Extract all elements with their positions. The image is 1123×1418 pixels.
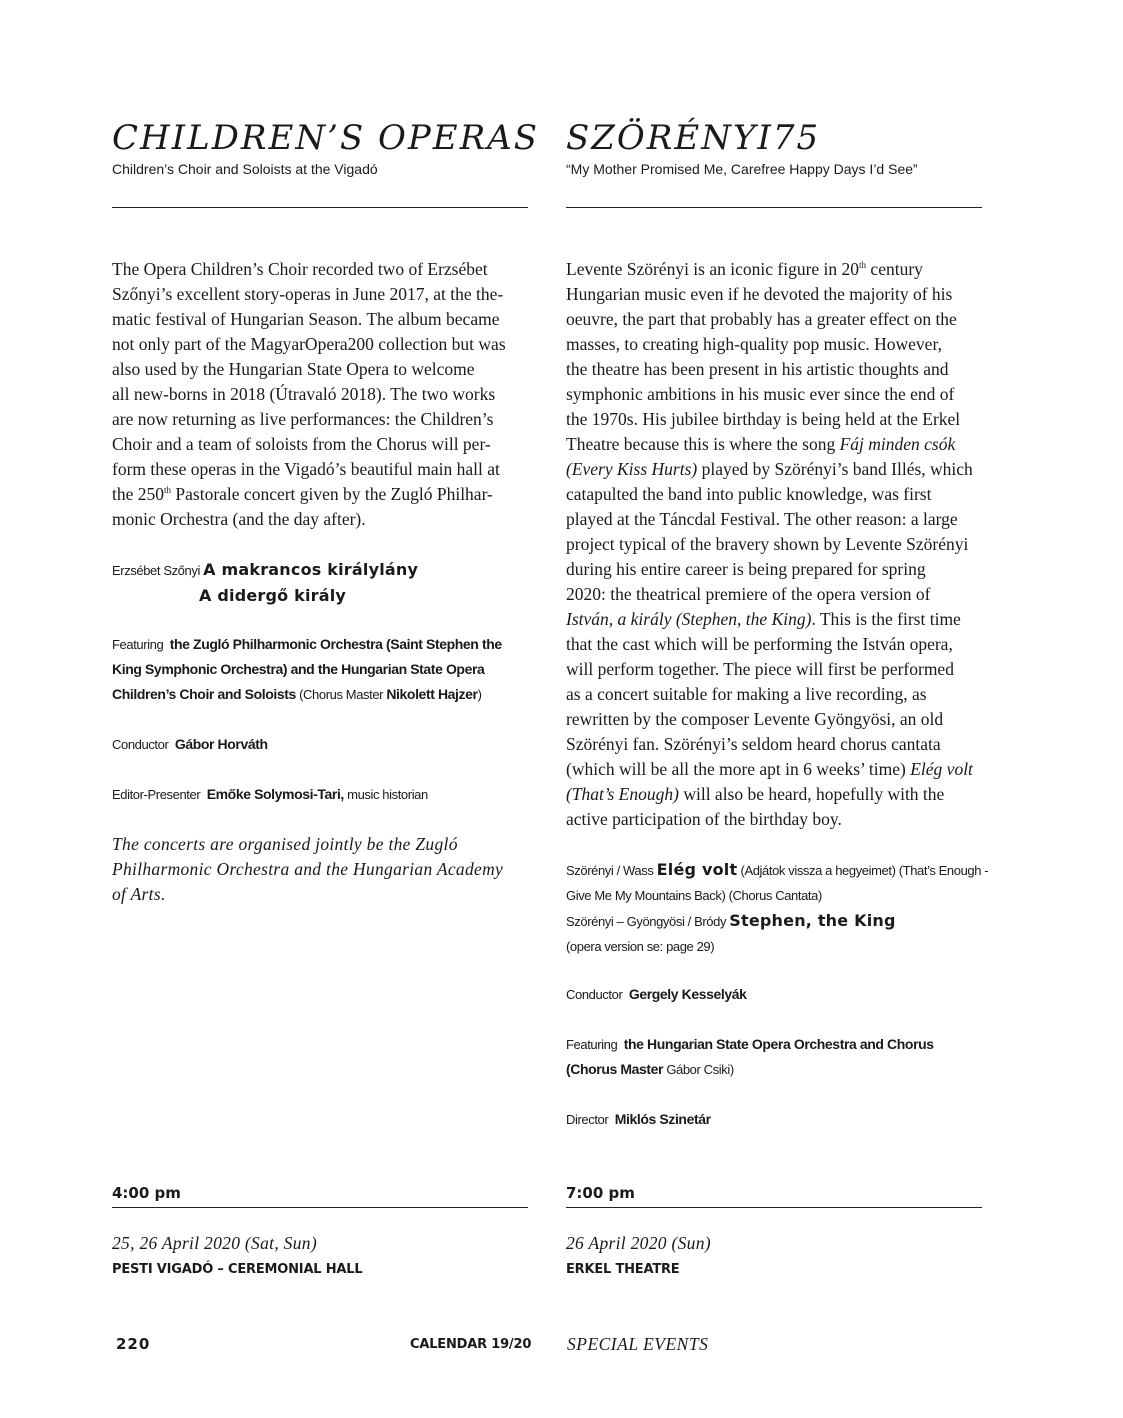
chorus-master-label: (Chorus Master — [566, 1061, 664, 1077]
work-detail: Give Me My Mountains Back) (Chorus Cantata) — [566, 888, 822, 903]
description-line: played at the Táncdal Festival. The other reason: a large — [566, 509, 958, 529]
featuring-credits: Featuring the Zugló Philharmonic Orchestra (Saint Stephen the King Symphonic Orchestra) and the Hungarian State Opera Children’s Choir and Soloists (Chorus Master Nikolett Hajzer) — [112, 636, 502, 702]
description-line: Hungarian music even if he devoted the majority of his — [566, 284, 953, 304]
conductor-label: Conductor — [566, 987, 623, 1002]
program-works — [566, 857, 996, 959]
program-works — [112, 557, 542, 609]
description-line: symphonic ambitions in his music ever since the end of — [566, 384, 955, 404]
composer: Szörényi / Wass — [566, 863, 654, 878]
event-date: 25, 26 April 2020 (Sat, Sun) — [112, 1233, 317, 1253]
event-title: CHILDREN’S OPERAS — [112, 118, 540, 158]
description-line: oeuvre, the part that probably has a greater effect on the — [566, 309, 957, 329]
featuring-label: Featuring — [112, 637, 164, 652]
description-line: rewritten by the composer Levente Gyöngyösi, an old — [566, 709, 944, 729]
conductor-label: Conductor — [112, 737, 169, 752]
work-detail: (Adjátok vissza a hegyeimet) (That’s Enough - — [740, 863, 989, 878]
event-date: 26 April 2020 (Sun) — [566, 1233, 711, 1253]
composer: Szörényi – Gyöngyösi / Bródy — [566, 914, 727, 929]
chorus-master-name: Gábor Csiki) — [666, 1062, 734, 1077]
event-time: 7:00 pm — [566, 1184, 635, 1202]
organiser-note: The concerts are organised jointly be the Zugló Philharmonic Orchestra and the Hungarian Academy of Arts. — [112, 834, 504, 904]
featuring-performers: the Zugló Philharmonic Orchestra (Saint Stephen the — [169, 636, 502, 652]
divider — [566, 1207, 982, 1208]
event-time: 4:00 pm — [112, 1184, 181, 1202]
section-label: SPECIAL EVENTS — [567, 1334, 709, 1354]
work-title: A makrancos királylány — [203, 560, 419, 579]
description-line: project typical of the bravery shown by Levente Szörényi — [566, 534, 969, 554]
divider — [112, 1207, 528, 1208]
conductor-name: Gábor Horváth — [174, 736, 268, 752]
description-line: monic Orchestra (and the day after). — [112, 509, 366, 529]
editor-credit — [112, 782, 542, 807]
director-name: Miklós Szinetár — [614, 1111, 711, 1127]
director-label: Director — [566, 1112, 609, 1127]
director-credit — [566, 1107, 996, 1132]
event-description — [566, 257, 982, 832]
featuring-performers: Children’s Choir and Soloists — [112, 686, 296, 702]
chorus-master-name: Nikolett Hajzer — [386, 686, 478, 702]
description-line: Szörényi fan. Szörényi’s seldom heard chorus cantata — [566, 734, 941, 754]
description-line: form these operas in the Vigadó’s beautiful main hall at — [112, 459, 500, 479]
divider — [112, 207, 528, 208]
featuring-credits — [566, 1032, 996, 1082]
description-line: (That’s Enough) will also be heard, hopefully with the — [566, 784, 945, 804]
chorus-master-label: (Chorus Master — [299, 687, 384, 702]
description-line: not only part of the MagyarOpera200 collection but was — [112, 334, 506, 354]
composer: Erzsébet Szőnyi — [112, 563, 200, 578]
event-subtitle: Children’s Choir and Soloists at the Vigadó — [112, 161, 378, 177]
description-line: the 250th Pastorale concert given by the Zugló Philhar- — [112, 484, 493, 504]
work-title: Elég volt — [656, 860, 738, 879]
description-line: Choir and a team of soloists from the Chorus will per- — [112, 434, 491, 454]
description-line: as a concert suitable for making a live recording, as — [566, 684, 927, 704]
description-line: also used by the Hungarian State Opera to welcome — [112, 359, 475, 379]
description-line: masses, to creating high-quality pop music. However, — [566, 334, 942, 354]
description-line: all new-borns in 2018 (Útravaló 2018). The two works — [112, 384, 496, 404]
calendar-label: CALENDAR 19/20 — [410, 1337, 532, 1352]
conductor-credit — [112, 732, 542, 757]
description-line: will perform together. The piece will first be performed — [566, 659, 954, 679]
work-title: Stephen, the King — [729, 911, 896, 930]
work-detail: (opera version se: page 29) — [566, 939, 715, 954]
description-line: the 1970s. His jubilee birthday is being held at the Erkel — [566, 409, 961, 429]
conductor-credit — [566, 982, 996, 1007]
description-line: catapulted the band into public knowledge, was first — [566, 484, 932, 504]
description-line: that the cast which will be performing the István opera, — [566, 634, 953, 654]
editor-role: music historian — [347, 787, 428, 802]
description-line: Theatre because this is where the song Fáj minden csók — [566, 434, 956, 454]
event-venue: PESTI VIGADÓ – CEREMONIAL HALL — [112, 1262, 363, 1277]
editor-name: Emőke Solymosi-Tari, — [206, 786, 344, 802]
featuring-label: Featuring — [566, 1037, 618, 1052]
event-subtitle: “My Mother Promised Me, Carefree Happy Days I’d See” — [566, 161, 918, 177]
conductor-name: Gergely Kesselyák — [628, 986, 747, 1002]
description-line: are now returning as live performances: the Children’s — [112, 409, 494, 429]
description-line: during his entire career is being prepared for spring — [566, 559, 926, 579]
event-venue: ERKEL THEATRE — [566, 1262, 680, 1277]
editor-label: Editor-Presenter — [112, 787, 201, 802]
description-line: matic festival of Hungarian Season. The album became — [112, 309, 500, 329]
description-line: the theatre has been present in his artistic thoughts and — [566, 359, 949, 379]
featuring-performers: King Symphonic Orchestra) and the Hungarian State Opera — [112, 661, 485, 677]
featuring-performers: the Hungarian State Opera Orchestra and Chorus — [623, 1036, 934, 1052]
description-line: (which will be all the more apt in 6 weeks’ time) Elég volt — [566, 759, 973, 779]
description-line: Szőnyi’s excellent story-operas in June 2017, at the the- — [112, 284, 504, 304]
event-title: SZÖRÉNYI75 — [566, 118, 821, 158]
page-number: 220 — [116, 1335, 151, 1353]
description-line: 2020: the theatrical premiere of the opera version of — [566, 584, 931, 604]
description-line: (Every Kiss Hurts) played by Szörényi’s band Illés, which — [566, 459, 973, 479]
event-description — [112, 257, 528, 532]
description-line: The Opera Children’s Choir recorded two of Erzsébet — [112, 259, 488, 279]
description-line: active participation of the birthday boy. — [566, 809, 842, 829]
work-title: A didergő király — [199, 586, 347, 605]
divider — [566, 207, 982, 208]
description-line: Levente Szörényi is an iconic figure in 20th century — [566, 259, 923, 279]
description-line: István, a király (Stephen, the King). This is the first time — [566, 609, 961, 629]
